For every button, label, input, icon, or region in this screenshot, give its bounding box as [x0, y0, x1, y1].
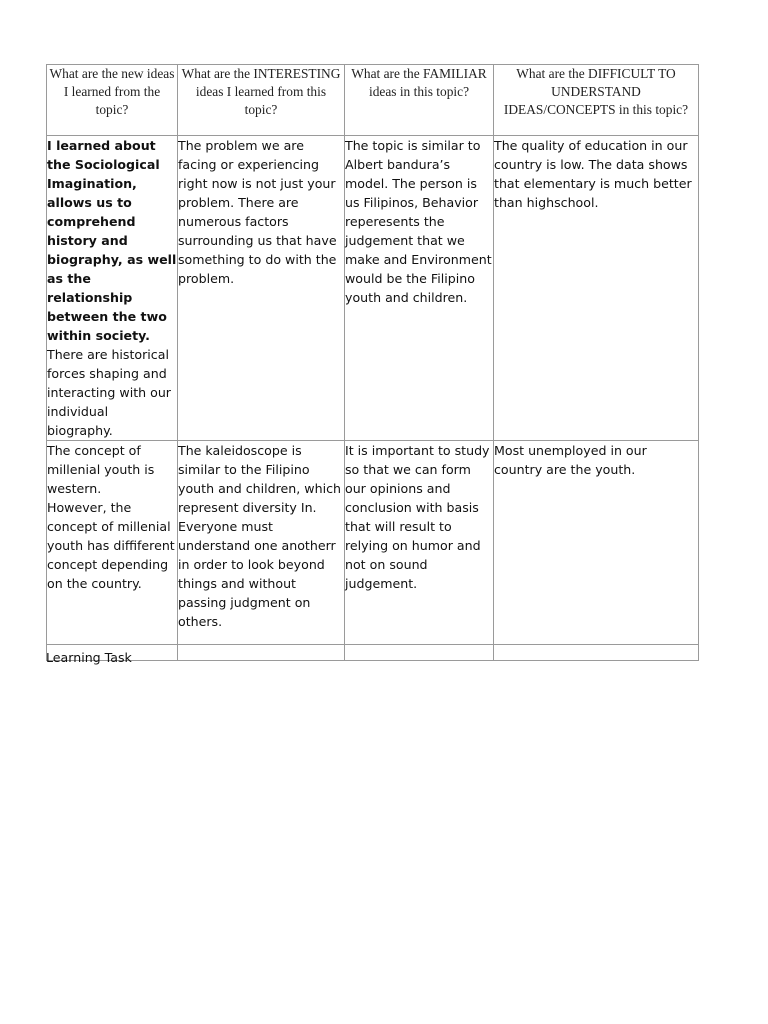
empty-cell	[345, 645, 494, 661]
cell-difficult-ideas: Most unemployed in our country are the youth.	[494, 441, 699, 645]
cell-interesting-ideas: The problem we are facing or experiencing right now is not just your problem. There are numerous factors surrounding us that have something to do with the problem.	[178, 136, 345, 441]
cell-interesting-ideas: The kaleidoscope is similar to the Filipino youth and children, which represent diversity In. Everyone must understand one anotherr in order to look beyond things and without passing judgment on others.	[178, 441, 345, 645]
cell-familiar-ideas: It is important to study so that we can form our opinions and conclusion with basis that will result to relying on humor and not on sound judgement.	[345, 441, 494, 645]
table-row	[47, 136, 699, 441]
cell-new-ideas	[47, 441, 178, 645]
header-familiar-ideas: What are the FAMILIAR ideas in this topic?	[345, 65, 494, 136]
table-row	[47, 441, 699, 645]
new-ideas-bold-text: I learned about the Sociological Imagination, allows us to comprehend history and biography, as well as the relationship between the two within society.	[47, 138, 177, 343]
empty-cell	[494, 645, 699, 661]
empty-table-row	[47, 645, 699, 661]
empty-cell	[178, 645, 345, 661]
header-row	[47, 65, 699, 136]
header-difficult-ideas: What are the DIFFICULT TO UNDERSTAND IDEAS/CONCEPTS in this topic?	[494, 65, 699, 136]
cell-familiar-ideas: The topic is similar to Albert bandura’s model. The person is us Filipinos, Behavior reperesents the judgement that we make and Environment would be the Filipino youth and children.	[345, 136, 494, 441]
new-ideas-text: The concept of millenial youth is western.	[47, 443, 155, 496]
new-ideas-text: There are historical forces shaping and interacting with our individual biography.	[47, 347, 171, 438]
learning-task-table	[46, 64, 699, 661]
header-interesting-ideas: What are the INTERESTING ideas I learned from this topic?	[178, 65, 345, 136]
learning-task-label: Learning Task	[46, 650, 132, 665]
cell-new-ideas	[47, 136, 178, 441]
new-ideas-text: However, the concept of millenial youth has diffiferent concept depending on the country.	[47, 500, 175, 591]
header-new-ideas: What are the new ideas I learned from the topic?	[47, 65, 178, 136]
cell-difficult-ideas: The quality of education in our country is low. The data shows that elementary is much better than highschool.	[494, 136, 699, 441]
